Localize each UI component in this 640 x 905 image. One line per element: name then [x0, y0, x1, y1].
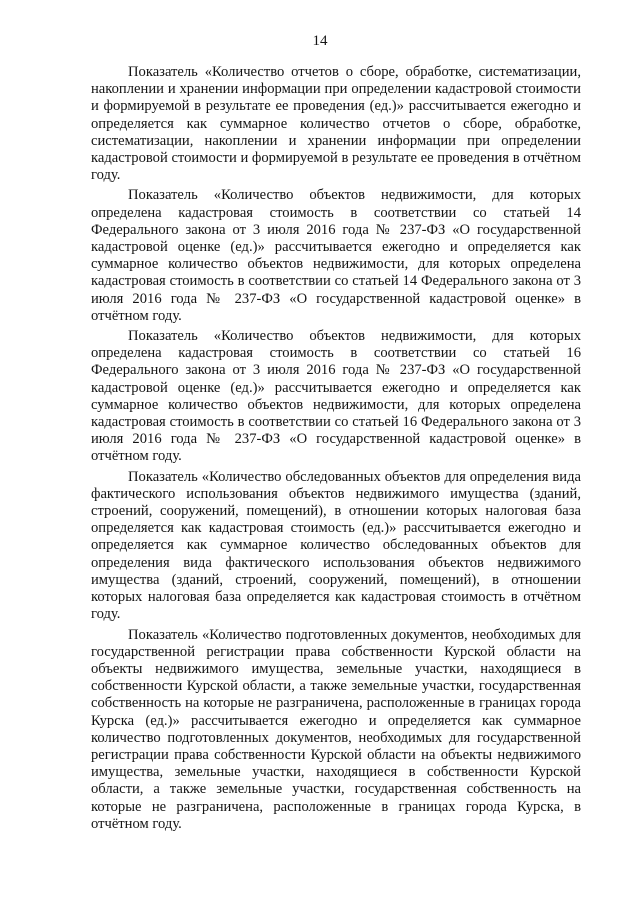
paragraph-reports-indicator: Показатель «Количество отчетов о сборе, обработке, систематизации, накоплении и хранении информации при определении кадастровой стоимости и формируемой в результате ее проведения (ед.)» рассчитывается ежегодно и определяется как суммарное количество отчетов о сборе, обработке, систематизации, накоплении и хранении информации при определении кадастровой стоимости и формируемой в результате ее проведения в отчётном году.	[91, 64, 581, 184]
paragraph-surveyed-objects-indicator: Показатель «Количество обследованных объектов для определения вида фактического использования объектов недвижимого имущества (зданий, строений, сооружений, помещений), в отношении которых налоговая база определяется как кадастровая стоимость (ед.)» рассчитывается ежегодно и определяется как суммарное количество обследованных объектов для определения вида фактического использования объектов недвижимого имущества (зданий, строений, сооружений, помещений), в отношении которых налоговая база определяется как кадастровая стоимость в отчётном году.	[91, 468, 581, 623]
paragraph-article-14-indicator: Показатель «Количество объектов недвижимости, для которых определена кадастровая стоимость в соответствии со статьей 14 Федерального закона от 3 июля 2016 года № 237-ФЗ «О государственной кадастровой оценке (ед.)» рассчитывается ежегодно и определяется как суммарное количество объектов недвижимости, для которых определена кадастровая стоимость в соответствии со статьей 14 Федерального закона от 3 июля 2016 года № 237-ФЗ «О государственной кадастровой оценке» в отчётном году.	[91, 187, 581, 324]
paragraph-article-16-indicator: Показатель «Количество объектов недвижимости, для которых определена кадастровая стоимость в соответствии со статьей 16 Федерального закона от 3 июля 2016 года № 237-ФЗ «О государственной кадастровой оценке (ед.)» рассчитывается ежегодно и определяется как суммарное количество объектов недвижимости, для которых определена кадастровая стоимость в соответствии со статьей 16 Федерального закона от 3 июля 2016 года № 237-ФЗ «О государственной кадастровой оценке» в отчётном году.	[91, 328, 581, 465]
document-body	[91, 64, 581, 836]
page-number: 14	[312, 33, 328, 49]
paragraph-registration-documents-indicator: Показатель «Количество подготовленных документов, необходимых для государственной регистрации права собственности Курской области на объекты недвижимого имущества, земельные участки, находящиеся в собственности Курской области, а также земельные участки, государственная собственность на которые не разграничена, расположенные в границах города Курска (ед.)» рассчитывается ежегодно и определяется как суммарное количество подготовленных документов, необходимых для государственной регистрации права собственности Курской области на объекты недвижимого имущества, земельные участки, находящиеся в собственности Курской области, а также земельные участки, государственная собственность на которые не разграничена, расположенные в границах города Курска, в отчётном году.	[91, 626, 581, 832]
